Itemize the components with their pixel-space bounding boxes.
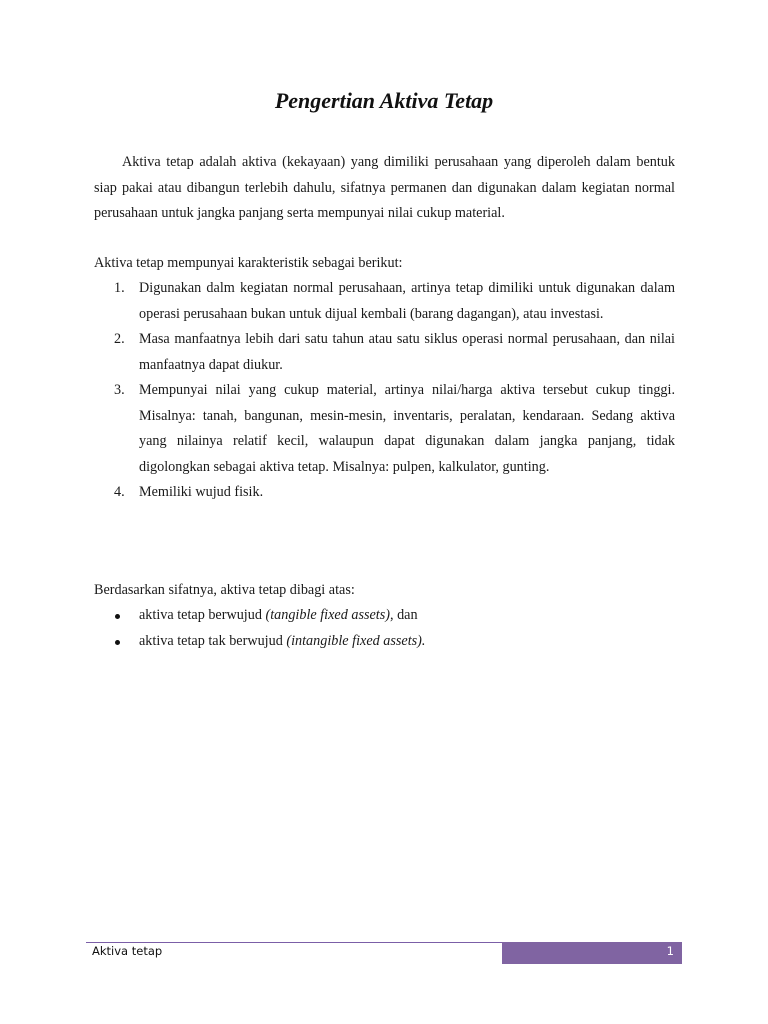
intro-paragraph: Aktiva tetap adalah aktiva (kekayaan) yang dimiliki perusahaan yang diperoleh dalam bentuk siap pakai atau dibangun terlebih dahulu, sifatnya permanen dan digunakan dalam kegiatan normal perusahaan untuk jangka panjang serta mempunyai nilai cukup material. — [94, 154, 675, 221]
list-item-text: aktiva tetap berwujud — [139, 607, 266, 623]
bullet-icon — [115, 614, 120, 619]
list-item-suffix: , dan — [389, 607, 418, 623]
list-item-text: Masa manfaatnya lebih dari satu tahun atau satu siklus operasi normal perusahaan, dan nilai manfaatnya dapat diukur. — [139, 331, 675, 373]
classification-list — [94, 603, 675, 654]
list-item — [94, 327, 675, 378]
list-item-emphasis: (intangible fixed assets). — [286, 632, 426, 649]
list-item-number: 3. — [114, 382, 125, 398]
bullet-icon — [115, 640, 120, 645]
list-item-text: aktiva tetap tak berwujud — [139, 632, 287, 649]
list-item-text: Memiliki wujud fisik. — [139, 484, 264, 500]
list-item-number: 2. — [114, 331, 125, 347]
list-item — [94, 276, 675, 327]
list-item — [94, 603, 675, 629]
list-item-number: 1. — [114, 280, 125, 296]
list-item — [94, 629, 675, 655]
page-number-box — [502, 942, 682, 964]
characteristics-list — [94, 276, 675, 506]
list-item-text: Digunakan dalm kegiatan normal perusahaan, artinya tetap dimiliki untuk digunakan dalam operasi perusahaan bukan untuk dijual kembali (barang dagangan), atau investasi. — [139, 280, 675, 322]
footer-label: Aktiva tetap — [92, 944, 163, 958]
list-item — [94, 378, 675, 480]
characteristics-lead: Aktiva tetap mempunyai karakteristik sebagai berikut: — [94, 255, 403, 271]
page-title: Pengertian Aktiva Tetap — [274, 88, 494, 113]
classification-lead: Berdasarkan sifatnya, aktiva tetap dibagi atas: — [94, 582, 355, 598]
page-number: 1 — [666, 944, 674, 958]
list-item-number: 4. — [114, 484, 125, 500]
list-item-text: Mempunyai nilai yang cukup material, artinya nilai/harga aktiva tersebut cukup tinggi. Misalnya: tanah, bangunan, mesin-mesin, inventaris, peralatan, kendaraan. Sedang aktiva yang nilainya relatif kecil, walaupun dapat digunakan dalam jangka panjang, tidak digolongkan sebagai aktiva tetap. Misalnya: pulpen, kalkulator, gunting. — [139, 382, 675, 475]
list-item — [94, 480, 675, 506]
list-item-emphasis: (tangible fixed assets) — [265, 607, 390, 623]
